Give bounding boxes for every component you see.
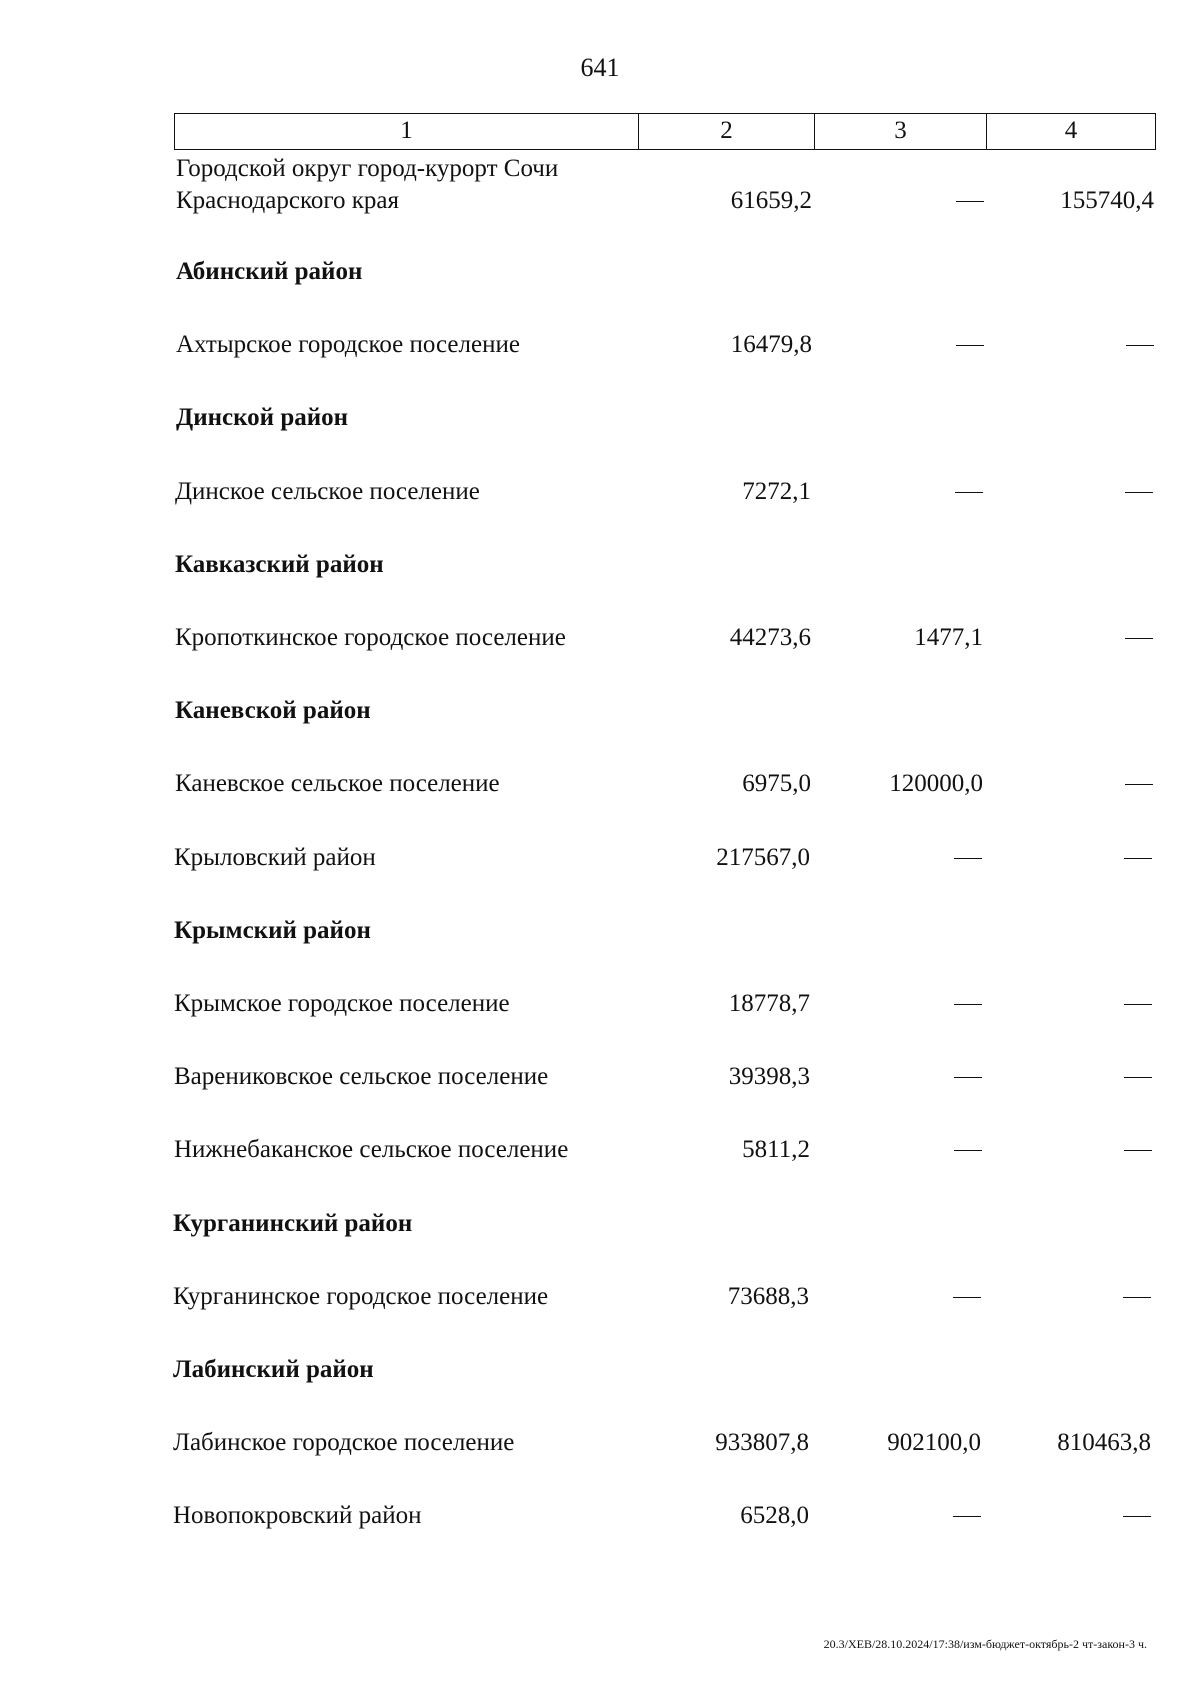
- row-name: Новопокровский район: [173, 1502, 422, 1529]
- header-col-1: 1: [175, 114, 639, 149]
- section-title: Кавказский район: [175, 551, 384, 578]
- dash-mark: [1124, 1004, 1152, 1006]
- header-col-4: 4: [1064, 117, 1078, 144]
- section-title: Крымский район: [174, 917, 371, 944]
- row-col-2: 5811,2: [742, 1136, 810, 1163]
- section-row: [0, 548, 1200, 582]
- row-name: Лабинское городское поселение: [173, 1429, 515, 1456]
- table-row: [0, 987, 1200, 1021]
- row-col-3: [813, 1280, 981, 1314]
- row-col-4: [987, 1499, 1151, 1533]
- dash-mark: [956, 345, 984, 347]
- row-col-3: [814, 1060, 982, 1094]
- row-name: Курганинское городское поселение: [173, 1283, 549, 1310]
- dash-mark: [954, 1077, 982, 1079]
- table-row: [0, 475, 1200, 509]
- row-col-4: [990, 328, 1154, 362]
- row-name-line-1: Городской округ город-курорт Сочи: [176, 155, 559, 182]
- page-number: 641: [580, 53, 620, 82]
- row-col-4: [989, 475, 1153, 509]
- row-col-2: 73688,3: [727, 1283, 809, 1310]
- dash-mark: [953, 1516, 981, 1518]
- section-row: [0, 401, 1200, 435]
- footer-stamp: 20.3/ХЕВ/28.10.2024/17:38/изм-бюджет-октябрь-2 чт-закон-3 ч.: [823, 1637, 1147, 1651]
- row-col-3: [814, 987, 982, 1021]
- row-name: Каневское сельское поселение: [175, 770, 500, 797]
- dash-mark: [954, 858, 982, 860]
- row-col-2: 933807,8: [715, 1429, 809, 1456]
- dash-mark: [954, 1004, 982, 1006]
- dash-mark: [1123, 1516, 1151, 1518]
- dash-mark: [955, 492, 983, 494]
- row-col-3: [813, 1499, 981, 1533]
- section-row: [0, 914, 1200, 948]
- section-row: [0, 694, 1200, 728]
- row-col-3: [814, 1133, 982, 1167]
- dash-mark: [1124, 1150, 1152, 1152]
- row-col-2: 61659,2: [730, 187, 812, 214]
- row-name: Крыловский район: [174, 844, 376, 871]
- row-col-4: [989, 621, 1153, 655]
- row-col-4: [988, 1133, 1152, 1167]
- table-row: [0, 1426, 1200, 1460]
- row-col-4: 810463,8: [1057, 1429, 1151, 1456]
- section-row: [0, 1353, 1200, 1387]
- row-name: Нижнебаканское сельское поселение: [174, 1136, 569, 1163]
- dash-mark: [954, 1150, 982, 1152]
- header-col-2: 2: [639, 114, 815, 149]
- table-row: [0, 1060, 1200, 1094]
- dash-mark: [1124, 858, 1152, 860]
- dash-mark: [1125, 638, 1153, 640]
- row-col-3: [816, 328, 984, 362]
- row-col-3: [815, 475, 983, 509]
- row-col-4: [987, 1280, 1151, 1314]
- row-name: Крымское городское поселение: [174, 990, 510, 1017]
- row-col-3: 1477,1: [914, 624, 983, 651]
- row-col-4: [989, 767, 1153, 801]
- row-name: Варениковское сельское поселение: [174, 1063, 549, 1090]
- row-col-4: [988, 841, 1152, 875]
- dash-mark: [1125, 784, 1153, 786]
- row-col-2: 44273,6: [729, 624, 811, 651]
- table-row: [0, 1499, 1200, 1533]
- row-col-2: 6975,0: [742, 770, 811, 797]
- row-name-line-2: Краснодарского края: [176, 187, 399, 214]
- section-title: Лабинский район: [173, 1356, 374, 1383]
- table-row: [0, 767, 1200, 801]
- row-col-3: 120000,0: [889, 770, 983, 797]
- dash-mark: [1123, 1297, 1151, 1299]
- row-col-4: [988, 987, 1152, 1021]
- table-row: [0, 841, 1200, 875]
- row-col-2: 6528,0: [740, 1502, 809, 1529]
- section-title: Каневской район: [175, 697, 371, 724]
- row-col-4: 155740,4: [1060, 187, 1154, 214]
- row-col-2: 39398,3: [728, 1063, 810, 1090]
- row-col-2: 7272,1: [742, 478, 811, 505]
- section-title: Абинский район: [176, 258, 363, 285]
- dash-mark: [1125, 492, 1153, 494]
- table-row: [0, 621, 1200, 655]
- row-name: Ахтырское городское поселение: [176, 331, 520, 358]
- section-row: [0, 1207, 1200, 1241]
- row-name: Динское сельское поселение: [175, 478, 480, 505]
- table-row: [0, 328, 1200, 362]
- row-col-3: [814, 841, 982, 875]
- table-row: [0, 1280, 1200, 1314]
- section-row: [0, 255, 1200, 289]
- section-title: Курганинский район: [173, 1210, 413, 1237]
- row-col-3: 902100,0: [887, 1429, 981, 1456]
- dash-mark: [953, 1297, 981, 1299]
- dash-mark: [1126, 345, 1154, 347]
- table-row: [0, 1133, 1200, 1167]
- row-col-2: 16479,8: [730, 331, 812, 358]
- row-name: Кропоткинское городское поселение: [175, 624, 566, 651]
- row-col-2: 18778,7: [728, 990, 810, 1017]
- header-col-3: 3: [815, 114, 987, 149]
- section-title: Динской район: [176, 404, 349, 431]
- dash-mark: [1124, 1077, 1152, 1079]
- row-col-4: [988, 1060, 1152, 1094]
- row-col-2: 217567,0: [716, 844, 810, 871]
